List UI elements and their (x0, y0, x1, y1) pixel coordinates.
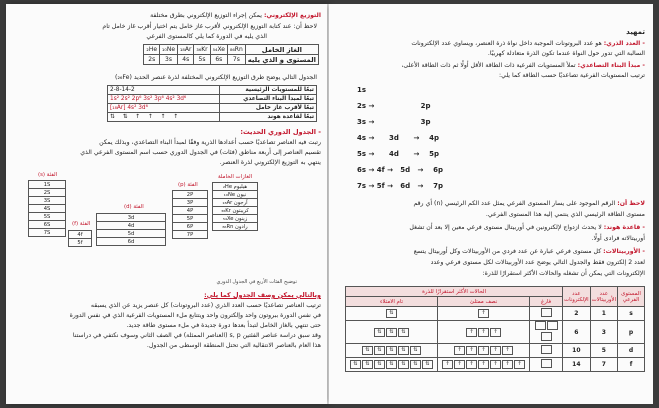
col-states-header: الحالات الأكثر استقرارًا للذرة (346, 287, 563, 297)
method-para-2: في نفس الدورة ببروتون واحد وإلكترون واحد ويتتابع ملء المستويات الفرعية الذي في نفس الدورة (69, 312, 321, 319)
orbital-box: ↑ (466, 360, 477, 369)
block-d-table (96, 213, 166, 246)
orbital-box: ↑ (478, 328, 489, 337)
block-f-cell: 5f (69, 239, 92, 247)
fe-row-label: تبعًا لأقرب غاز خامل (220, 104, 317, 113)
orbitals-text: كل مستوى فرعي عبارة عن عدد فردي من الأوربيتالات وكل أوربيتال يتسع (413, 248, 602, 255)
orbital-line: 6s → 4f → 5d → 6p (357, 166, 443, 174)
note-label: لاحظ أن: (617, 200, 645, 207)
level-cell: 6s (210, 55, 227, 65)
method-para-1: ترتيب العناصر تصاعديًا حسب العدد الذري (عدد البروتونات) كل عنصر يزيد عن الذي يسبقه (90, 302, 321, 309)
block-p-cell: 6P (173, 223, 208, 231)
orbital-box: ↑ (454, 346, 465, 355)
aufbau-text-2: ترتيب المستويات الفرعية تصاعديًا حسب الطاقة كما يلي: (499, 72, 645, 79)
block-p-cell: 2P (173, 191, 208, 199)
orbital-box (541, 359, 552, 368)
orbital-box: ⇅ (362, 346, 373, 355)
note-text-2: مستوى الطاقة الرئيسي الذي ينتمي إليه هذا المستوى الفرعي. (485, 211, 645, 218)
electron-config-heading: التوزيع الإلكتروني: (263, 12, 321, 19)
sub-cell: s (618, 307, 645, 321)
orb-cell: 1 (590, 307, 617, 321)
noble-name-cell: كريبتون ₃₆Kr (213, 207, 258, 215)
block-s-label: الفئة (s) (38, 172, 58, 178)
level-cell: 7s (227, 55, 245, 65)
orbital-box: ⇅ (386, 346, 397, 355)
orbital-box: ⇅ (398, 346, 409, 355)
level-cell: 2s (144, 55, 160, 65)
table-row (346, 307, 645, 321)
noble-name-cell: زينون ₅₄Xe (213, 215, 258, 223)
orbital-box: ↑ (454, 360, 465, 369)
half-state-cell (438, 344, 530, 358)
left-page (6, 4, 327, 404)
right-page (329, 4, 653, 404)
fe-symbol: (₂₆Fe) (115, 74, 132, 81)
block-p-table (172, 190, 208, 239)
block-d-label: الفئة (d) (124, 204, 144, 210)
full-state-cell (346, 358, 438, 372)
e-cell: 10 (563, 344, 591, 358)
block-d-cell: 3d (97, 214, 166, 222)
full-state-cell (346, 344, 438, 358)
block-f-cell: 4f (69, 231, 92, 239)
orbital-box (535, 321, 546, 330)
fe-row-value: [₁₈Ar] 4s² 3d⁶ (108, 104, 220, 113)
hund-text-2: أوربيتالاته فرادى أولًا. (591, 235, 645, 242)
noble-cell: ₂He (144, 45, 160, 55)
fe-row-value: ⇅ ⇅ ↑ ↑ ↑ ↑ (108, 113, 220, 122)
full-state-cell (346, 307, 438, 321)
note-text: الرقم الموجود على يسار المستوى الفرعي يمثل عدد الكم الرئيسي (n) أي رقم (413, 200, 616, 207)
orbital-box: ⇅ (374, 346, 385, 355)
hund-label: - قاعدة هوند: (603, 224, 645, 231)
orbital-line: 1s (357, 86, 367, 94)
state-empty-header: فارغ (530, 297, 563, 307)
block-d-cell: 5d (97, 230, 166, 238)
orbital-box: ⇅ (386, 360, 397, 369)
orb-cell: 5 (590, 344, 617, 358)
note-line-2: الذي يليه في الدورة كما يلي كالمستوى الفرعي (146, 33, 267, 40)
block-s-cell: 4S (29, 205, 66, 213)
orbital-box: ↑ (478, 346, 489, 355)
atomic-number-line (411, 40, 645, 48)
orb-cell: 7 (590, 358, 617, 372)
note-line-1: لاحظ أن: عند كتابة التوزيع الإلكتروني لأقرب غاز خامل يتم اختيار أقرب غاز خامل تام (102, 23, 317, 30)
orbital-box: ↑ (490, 328, 501, 337)
noble-col-label: الغازات الخاملة (218, 174, 253, 180)
method-para-3: حتى تنتهي بالغاز الخامل لتبدأ بعدها دورة جديدة في ملء مستوى طاقة جديد. (126, 322, 321, 329)
block-p-cell: 5P (173, 215, 208, 223)
orbitals-text-3: الإلكترونات التي يمكن أن تشغله والحالات الأكثر استقرارًا للذرة: (482, 270, 645, 277)
state-full-header: تام الامتلاء (346, 297, 438, 307)
col-sub-header: المستوى الفرعي (618, 287, 645, 307)
orbital-box: ↑ (502, 360, 513, 369)
block-p-cell: 7P (173, 231, 208, 239)
noble-cell: ₁₀Ne (160, 45, 178, 55)
empty-state-cell (530, 321, 563, 344)
sub-cell: f (618, 358, 645, 372)
full-state-cell (346, 321, 438, 344)
block-s-cell: 1S (29, 181, 66, 189)
orbital-box: ↑ (514, 360, 525, 369)
block-s-table (28, 180, 66, 237)
orbital-box: ↑ (490, 360, 501, 369)
periodic-heading: - الجدول الدوري الحديث: (240, 128, 321, 136)
block-s-cell: 2S (29, 189, 66, 197)
method-para-5: هذا العام بالعناصر الانتقالية التي تحتل المنطقة الوسطى من الجدول. (146, 342, 321, 349)
atomic-number-label: - العدد الذري: (603, 40, 645, 47)
electron-config-heading-line (150, 12, 321, 20)
intro-heading: تمهيد (626, 28, 645, 36)
orbital-line: 3s → 3p (357, 118, 431, 126)
orbital-line: 5s → 4d → 5p (357, 150, 439, 158)
col-e-header: عدد الإلكترونات (563, 287, 591, 307)
fe-row-label: تبعًا لمبدأ البناء التصاعدي (220, 95, 317, 104)
orbitals-table (345, 286, 645, 372)
state-half-header: نصف ممتلئ (438, 297, 530, 307)
table-row (346, 321, 645, 344)
orbital-box: ↑ (478, 360, 489, 369)
hund-line (409, 224, 645, 232)
orbitals-text-2: لعدد 2 إلكترون فقط والجدول التالي يوضح عدد الأوربيتالات لكل مستوى فرعي وعدد (430, 259, 645, 266)
noble-cell: ₃₆Kr (194, 45, 210, 55)
table-row (346, 344, 645, 358)
electron-config-text: يمكن إجراء التوزيع الإلكتروني بطرق مختلفة (150, 12, 262, 19)
orbital-box: ↑ (502, 346, 513, 355)
orbital-box: ⇅ (374, 360, 385, 369)
aufbau-label: - مبدأ البناء التصاعدي: (577, 62, 645, 69)
orbital-line: 7s → 5f → 6d → 7p (357, 182, 443, 190)
level-cell: 5s (194, 55, 210, 65)
noble-names-table (212, 182, 258, 231)
orbital-box: ⇅ (422, 360, 433, 369)
noble-gas-table (143, 44, 319, 65)
orbitals-line (414, 248, 645, 256)
block-p-label: الفئة (p) (178, 182, 198, 188)
fe-row-label: تبعًا لقاعدة هوند (220, 113, 317, 122)
orbital-line: 2s → 2p (357, 102, 431, 110)
fe-intro: الجدول التالي يوضح طرق التوزيع الإلكتروني المختلفة لذرة عنصر الحديد (133, 74, 317, 81)
block-p-cell: 3P (173, 199, 208, 207)
orbital-box: ⇅ (410, 346, 421, 355)
noble-name-cell: نيون ₁₀Ne (213, 191, 258, 199)
orb-cell: 3 (590, 321, 617, 344)
block-s-cell: 6S (29, 221, 66, 229)
block-d-cell: 6d (97, 238, 166, 246)
table-row (346, 358, 645, 372)
level-row-label: المستوى و الذي يليه (245, 55, 318, 65)
orbital-box (541, 345, 552, 354)
block-d-cell: 4d (97, 222, 166, 230)
noble-cell: ₅₄Xe (210, 45, 227, 55)
orbital-box: ↑ (478, 309, 489, 318)
half-state-cell (438, 307, 530, 321)
fe-row-value: 1s² 2s² 2p⁶ 3s² 3p⁶ 4s² 3d⁶ (108, 95, 220, 104)
noble-name-cell: هيليوم ₂He (213, 183, 258, 191)
block-p-cell: 4P (173, 207, 208, 215)
sub-cell: p (618, 321, 645, 344)
e-cell: 2 (563, 307, 591, 321)
periodic-para-3: ينتهي به التوزيع الإلكتروني لذرة العنصر. (219, 159, 321, 166)
diagram-caption: توضيح الفئات الأربع في الجدول الدوري (216, 279, 297, 285)
e-cell: 6 (563, 321, 591, 344)
fe-intro-line (115, 74, 317, 82)
hund-text: لا يحدث ازدواج لإلكترونين في أوربيتال مستوى فرعي معين إلا بعد أن تشغل (409, 224, 602, 231)
orbital-box: ⇅ (398, 328, 409, 337)
fe-row-label: تبعًا للمستويات الرئيسية (220, 86, 317, 95)
level-cell: 4s (178, 55, 194, 65)
aufbau-text: تملأ المستويات الفرعية ذات الطاقة الأقل أولًا ثم ذات الطاقة الأعلى، (401, 62, 576, 69)
orbital-box: ↑ (442, 360, 453, 369)
orbital-box: ⇅ (362, 360, 373, 369)
empty-state-cell (530, 358, 563, 372)
block-f-table (68, 230, 92, 247)
col-orb-header: عدد الأوربيتالات (590, 287, 617, 307)
noble-cell: ₁₈Ar (178, 45, 194, 55)
empty-state-cell (530, 307, 563, 321)
empty-state-cell (530, 344, 563, 358)
orbital-box: ⇅ (410, 360, 421, 369)
atomic-number-text: هو عدد البروتونات الموجبة داخل نواة ذرة العنصر، ويساوي عدد الإلكترونات (411, 40, 602, 47)
orbital-box: ⇅ (398, 360, 409, 369)
block-s-cell: 5S (29, 213, 66, 221)
orbital-box: ↑ (466, 328, 477, 337)
half-state-cell (438, 321, 530, 344)
orbitals-label: - الأوربيتالات: (603, 248, 645, 255)
block-f-label: الفئة (f) (72, 221, 91, 227)
noble-cell: ₈₆Rn (227, 45, 245, 55)
aufbau-line (401, 62, 645, 70)
noble-name-cell: رادون ₈₆Rn (213, 223, 258, 231)
fe-row-value: 2-8-14-2 (108, 86, 220, 95)
note-line (413, 200, 645, 208)
orbital-box (541, 308, 552, 317)
e-cell: 14 (563, 358, 591, 372)
noble-row-label: الغاز الخامل (245, 45, 318, 55)
block-s-cell: 3S (29, 197, 66, 205)
orbital-line: 4s → 3d → 4p (357, 134, 439, 142)
half-state-cell (438, 358, 530, 372)
method-para-4: وقد سبق دراسة عناصر الفئتين s, p (العناصر الممثلة) في الصف الثاني وسوف نكتفي في دراستنا (72, 332, 321, 339)
orbital-box: ↑ (466, 346, 477, 355)
orbital-box (541, 332, 552, 341)
level-cell: 3s (160, 55, 178, 65)
atomic-number-text-2: السالبة التي تدور حول النواة عندما تكون الذرة متعادلة كهربيًا. (487, 50, 645, 57)
orbital-box: ⇅ (386, 309, 397, 318)
periodic-para-2: تقسيم العناصر إلى أربعة مناطق (فئات) في الجدول الدوري حسب اسم المستوى الفرعي الذي (80, 149, 321, 156)
block-s-cell: 7S (29, 229, 66, 237)
noble-name-cell: آرجون ₁₈Ar (213, 199, 258, 207)
method-heading: وبالتالي يمكن وصف الجدول كما يلي: (204, 291, 321, 299)
fe-config-table (107, 85, 317, 122)
orbital-box (547, 321, 558, 330)
periodic-para-1: رتبت فيه العناصر تصاعديًا حسب أعدادها الذرية وفقًا لمبدأ البناء التصاعدي، وبذلك يمكن (99, 139, 321, 146)
sub-cell: d (618, 344, 645, 358)
orbital-box: ⇅ (374, 328, 385, 337)
orbital-box: ⇅ (386, 328, 397, 337)
orbital-box: ↑ (490, 346, 501, 355)
orbital-box: ⇅ (350, 360, 361, 369)
